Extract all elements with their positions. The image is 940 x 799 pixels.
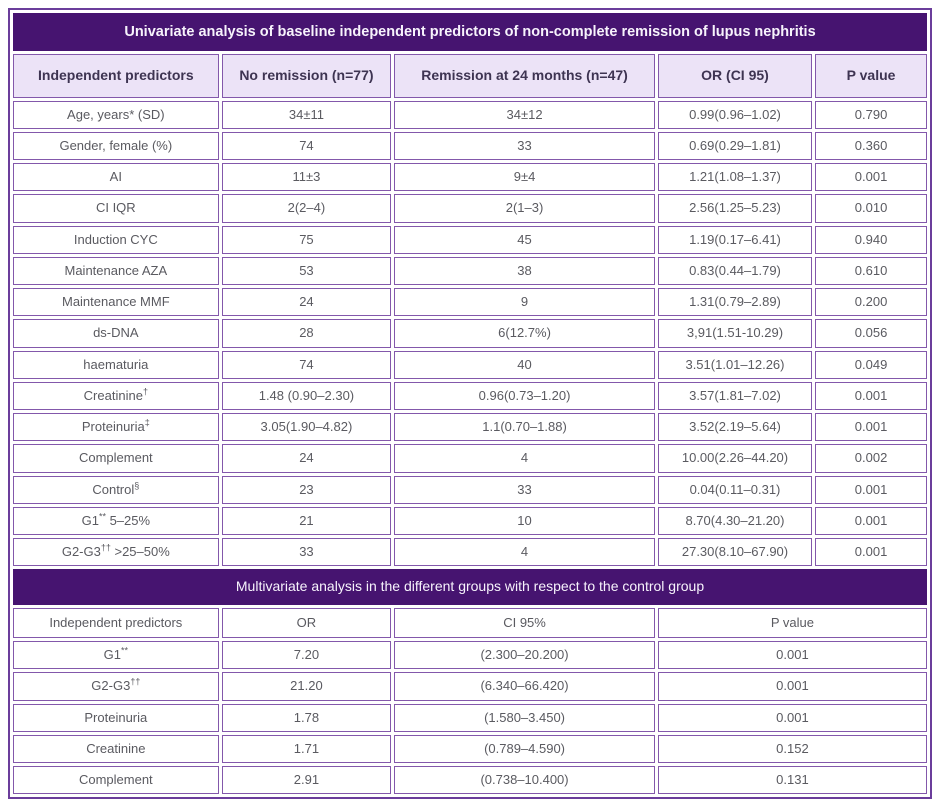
predictor-label: Proteinuria bbox=[84, 709, 148, 725]
predictor-label: G2-G3 bbox=[91, 678, 131, 694]
p-value-cell: 0.001 bbox=[815, 413, 927, 441]
p-value-cell: 0.200 bbox=[815, 288, 927, 316]
p-value-cell: 0.152 bbox=[658, 735, 927, 763]
predictor-label: Complement bbox=[78, 772, 153, 788]
ci-cell: (2.300–20.200) bbox=[394, 641, 655, 669]
ci-cell: (0.738–10.400) bbox=[394, 766, 655, 794]
multivariate-header-row bbox=[13, 608, 927, 638]
table-row bbox=[13, 766, 927, 794]
or-ci-cell: 2.56(1.25–5.23) bbox=[658, 194, 812, 222]
remission-cell: 38 bbox=[394, 257, 655, 285]
remission-cell: 4 bbox=[394, 538, 655, 566]
or-ci-cell: 0.04(0.11–0.31) bbox=[658, 476, 812, 504]
or-ci-cell: 3.57(1.81–7.02) bbox=[658, 382, 812, 410]
table-row bbox=[13, 413, 927, 441]
no-remission-cell: 24 bbox=[222, 288, 392, 316]
or-ci-cell: 1.21(1.08–1.37) bbox=[658, 163, 812, 191]
table-row bbox=[13, 288, 927, 316]
table-row bbox=[13, 538, 927, 566]
predictor-superscript: ** bbox=[98, 511, 106, 522]
mv-header-or: OR bbox=[222, 608, 392, 638]
no-remission-cell: 21 bbox=[222, 507, 392, 535]
remission-cell: 10 bbox=[394, 507, 655, 535]
ci-cell: (0.789–4.590) bbox=[394, 735, 655, 763]
no-remission-cell: 1.48 (0.90–2.30) bbox=[222, 382, 392, 410]
p-value-cell: 0.001 bbox=[815, 382, 927, 410]
predictor-label: haematuria bbox=[83, 356, 149, 372]
predictor-superscript: ‡ bbox=[144, 417, 150, 428]
predictor-cell bbox=[13, 672, 219, 700]
p-value-cell: 0.940 bbox=[815, 226, 927, 254]
no-remission-cell: 34±11 bbox=[222, 101, 392, 129]
predictor-label: Age, years* (SD) bbox=[67, 106, 165, 122]
remission-cell: 33 bbox=[394, 132, 655, 160]
remission-cell: 33 bbox=[394, 476, 655, 504]
p-value-cell: 0.049 bbox=[815, 351, 927, 379]
no-remission-cell: 24 bbox=[222, 444, 392, 472]
multivariate-section-title: Multivariate analysis in the different groups with respect to the control group bbox=[13, 569, 927, 605]
remission-cell: 9±4 bbox=[394, 163, 655, 191]
table-row bbox=[13, 507, 927, 535]
predictor-cell bbox=[13, 288, 219, 316]
predictor-superscript: † bbox=[142, 386, 148, 397]
remission-cell: 40 bbox=[394, 351, 655, 379]
or-ci-cell: 3.51(1.01–12.26) bbox=[658, 351, 812, 379]
predictor-cell bbox=[13, 319, 219, 347]
header-independent-predictors: Independent predictors bbox=[13, 54, 219, 98]
predictor-superscript: †† bbox=[100, 542, 111, 553]
table-row bbox=[13, 444, 927, 472]
remission-cell: 1.1(0.70–1.88) bbox=[394, 413, 655, 441]
or-ci-cell: 8.70(4.30–21.20) bbox=[658, 507, 812, 535]
remission-cell: 45 bbox=[394, 226, 655, 254]
no-remission-cell: 2(2–4) bbox=[222, 194, 392, 222]
predictor-suffix: >25–50% bbox=[110, 544, 170, 560]
predictor-cell bbox=[13, 194, 219, 222]
no-remission-cell: 75 bbox=[222, 226, 392, 254]
or-ci-cell: 1.19(0.17–6.41) bbox=[658, 226, 812, 254]
remission-cell: 0.96(0.73–1.20) bbox=[394, 382, 655, 410]
table-row bbox=[13, 704, 927, 732]
ci-cell: (6.340–66.420) bbox=[394, 672, 655, 700]
or-ci-cell: 1.31(0.79–2.89) bbox=[658, 288, 812, 316]
predictor-cell bbox=[13, 382, 219, 410]
or-cell: 7.20 bbox=[222, 641, 392, 669]
table-row bbox=[13, 101, 927, 129]
predictor-superscript: ** bbox=[120, 645, 128, 656]
table-row bbox=[13, 641, 927, 669]
predictor-cell bbox=[13, 351, 219, 379]
predictor-label: CI IQR bbox=[95, 200, 136, 216]
no-remission-cell: 74 bbox=[222, 132, 392, 160]
univariate-header-row bbox=[13, 54, 927, 98]
or-ci-cell: 3,91(1.51-10.29) bbox=[658, 319, 812, 347]
p-value-cell: 0.001 bbox=[815, 163, 927, 191]
predictor-label: G1 bbox=[103, 647, 121, 663]
predictor-label: Proteinuria bbox=[81, 419, 145, 435]
or-ci-cell: 27.30(8.10–67.90) bbox=[658, 538, 812, 566]
remission-cell: 34±12 bbox=[394, 101, 655, 129]
predictor-cell bbox=[13, 766, 219, 794]
table-row bbox=[13, 672, 927, 700]
p-value-cell: 0.790 bbox=[815, 101, 927, 129]
table-row bbox=[13, 226, 927, 254]
header-remission-24-months: Remission at 24 months (n=47) bbox=[394, 54, 655, 98]
no-remission-cell: 3.05(1.90–4.82) bbox=[222, 413, 392, 441]
predictor-label: Gender, female (%) bbox=[59, 137, 173, 153]
lupus-nephritis-analysis-table bbox=[8, 8, 932, 799]
remission-cell: 9 bbox=[394, 288, 655, 316]
p-value-cell: 0.001 bbox=[815, 538, 927, 566]
predictor-cell bbox=[13, 704, 219, 732]
predictor-cell bbox=[13, 507, 219, 535]
predictor-label: Creatinine bbox=[83, 387, 143, 403]
p-value-cell: 0.001 bbox=[815, 507, 927, 535]
p-value-cell: 0.001 bbox=[658, 641, 927, 669]
predictor-superscript: †† bbox=[130, 677, 141, 688]
univariate-section-title: Univariate analysis of baseline independent predictors of non-complete remission of lupus nephritis bbox=[13, 13, 927, 51]
or-ci-cell: 0.69(0.29–1.81) bbox=[658, 132, 812, 160]
predictor-cell bbox=[13, 641, 219, 669]
predictor-label: Control bbox=[92, 481, 135, 497]
predictor-cell bbox=[13, 476, 219, 504]
or-ci-cell: 10.00(2.26–44.20) bbox=[658, 444, 812, 472]
table-row bbox=[13, 163, 927, 191]
predictor-label: Maintenance MMF bbox=[61, 294, 170, 310]
predictor-label: ds-DNA bbox=[93, 325, 139, 341]
ci-cell: (1.580–3.450) bbox=[394, 704, 655, 732]
predictor-label: AI bbox=[109, 169, 122, 185]
or-ci-cell: 0.83(0.44–1.79) bbox=[658, 257, 812, 285]
mv-header-independent-predictors: Independent predictors bbox=[13, 608, 219, 638]
multivariate-title-row bbox=[13, 569, 927, 605]
or-cell: 1.78 bbox=[222, 704, 392, 732]
no-remission-cell: 53 bbox=[222, 257, 392, 285]
predictor-cell bbox=[13, 444, 219, 472]
predictor-superscript: § bbox=[134, 480, 140, 491]
or-cell: 21.20 bbox=[222, 672, 392, 700]
predictor-cell bbox=[13, 413, 219, 441]
table-row bbox=[13, 735, 927, 763]
predictor-label: Creatinine bbox=[86, 740, 146, 756]
p-value-cell: 0.610 bbox=[815, 257, 927, 285]
predictor-cell bbox=[13, 257, 219, 285]
table-row bbox=[13, 132, 927, 160]
table-row bbox=[13, 319, 927, 347]
mv-header-ci95: CI 95% bbox=[394, 608, 655, 638]
header-or-ci95: OR (CI 95) bbox=[658, 54, 812, 98]
or-ci-cell: 0.99(0.96–1.02) bbox=[658, 101, 812, 129]
predictor-cell bbox=[13, 735, 219, 763]
no-remission-cell: 74 bbox=[222, 351, 392, 379]
p-value-cell: 0.360 bbox=[815, 132, 927, 160]
table-row bbox=[13, 351, 927, 379]
no-remission-cell: 28 bbox=[222, 319, 392, 347]
p-value-cell: 0.131 bbox=[658, 766, 927, 794]
p-value-cell: 0.001 bbox=[658, 704, 927, 732]
predictor-label: G1 bbox=[81, 512, 99, 528]
or-ci-cell: 3.52(2.19–5.64) bbox=[658, 413, 812, 441]
p-value-cell: 0.010 bbox=[815, 194, 927, 222]
header-p-value: P value bbox=[815, 54, 927, 98]
predictor-cell bbox=[13, 226, 219, 254]
p-value-cell: 0.001 bbox=[815, 476, 927, 504]
table-row bbox=[13, 257, 927, 285]
header-no-remission: No remission (n=77) bbox=[222, 54, 392, 98]
predictor-cell bbox=[13, 163, 219, 191]
table-row bbox=[13, 382, 927, 410]
multivariate-body bbox=[13, 641, 927, 794]
univariate-title-row bbox=[13, 13, 927, 51]
predictor-label: Induction CYC bbox=[73, 231, 158, 247]
predictor-cell bbox=[13, 101, 219, 129]
p-value-cell: 0.056 bbox=[815, 319, 927, 347]
mv-header-p-value: P value bbox=[658, 608, 927, 638]
predictor-label: Complement bbox=[78, 450, 153, 466]
predictor-label: G2-G3 bbox=[61, 544, 101, 560]
table-row bbox=[13, 194, 927, 222]
or-cell: 1.71 bbox=[222, 735, 392, 763]
p-value-cell: 0.002 bbox=[815, 444, 927, 472]
remission-cell: 6(12.7%) bbox=[394, 319, 655, 347]
no-remission-cell: 33 bbox=[222, 538, 392, 566]
predictor-cell bbox=[13, 538, 219, 566]
p-value-cell: 0.001 bbox=[658, 672, 927, 700]
remission-cell: 2(1–3) bbox=[394, 194, 655, 222]
predictor-cell bbox=[13, 132, 219, 160]
predictor-label: Maintenance AZA bbox=[64, 262, 168, 278]
or-cell: 2.91 bbox=[222, 766, 392, 794]
predictor-suffix: 5–25% bbox=[105, 512, 151, 528]
no-remission-cell: 23 bbox=[222, 476, 392, 504]
no-remission-cell: 11±3 bbox=[222, 163, 392, 191]
remission-cell: 4 bbox=[394, 444, 655, 472]
univariate-body bbox=[13, 101, 927, 567]
table-row bbox=[13, 476, 927, 504]
